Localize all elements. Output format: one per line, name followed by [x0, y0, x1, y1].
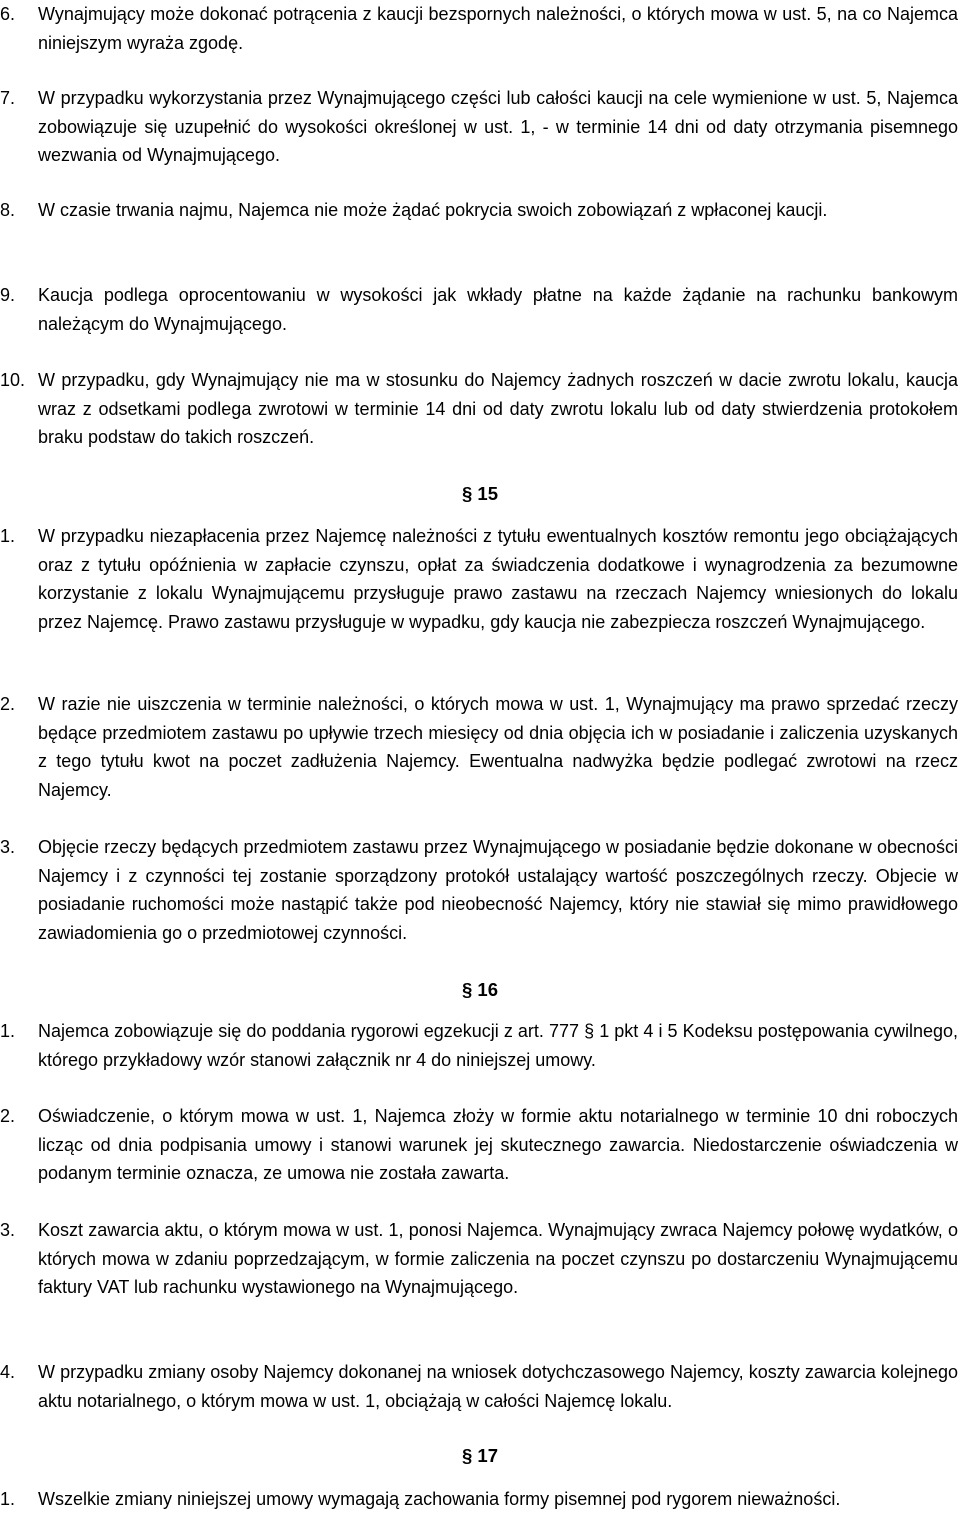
clause-text: Objęcie rzeczy będących przedmiotem zastawu przez Wynajmującego w posiadanie będzie dokonane w obecności Najemcy i z czynności tej zostanie sporządzony protokół ustalający wartość poszczególnych rzeczy. Objecie w posiadanie ruchomości może nastąpić także pod nieobecność Najemcy, który nie stawiał się mimo prawidłowego zawiadomienia go o przedmiotowej czynności.	[38, 837, 958, 943]
section-16-clause-4	[0, 1358, 958, 1415]
clause-number: 3.	[0, 1220, 16, 1240]
section-17-clause-1	[0, 1485, 958, 1514]
clause-9	[0, 281, 958, 338]
clause-text: W przypadku, gdy Wynajmujący nie ma w stosunku do Najemcy żadnych roszczeń w dacie zwrotu lokalu, kaucja wraz z odsetkami podlega zwrotowi w terminie 14 dni od daty zwrotu lokalu lub od daty stwierdzenia protokołem braku podstaw do takich roszczeń.	[38, 370, 958, 448]
clause-text: Wszelkie zmiany niniejszej umowy wymagają zachowania formy pisemnej pod rygorem nieważności.	[38, 1489, 841, 1509]
clause-number: 10.	[0, 370, 26, 390]
clause-text: Kaucja podlega oprocentowaniu w wysokości jak wkłady płatne na każde żądanie na rachunku bankowym należącym do Wynajmującego.	[38, 285, 958, 334]
section-15-clause-1	[0, 522, 958, 636]
clause-text: Oświadczenie, o którym mowa w ust. 1, Najemca złoży w formie aktu notarialnego w terminie 10 dni roboczych licząc od dnia podpisania umowy i stanowi warunek jej skutecznego zawarcia. Niedostarczenie oświadczenia w podanym terminie oznacza, ze umowa nie została zawarta.	[38, 1106, 958, 1184]
clause-text: Najemca zobowiązuje się do poddania rygorowi egzekucji z art. 777 § 1 pkt 4 i 5 Kodeksu postępowania cywilnego, którego przykładowy wzór stanowi załącznik nr 4 do niniejszej umowy.	[38, 1021, 958, 1070]
clause-6	[0, 0, 958, 57]
clause-text: W przypadku wykorzystania przez Wynajmującego części lub całości kaucji na cele wymienione w ust. 5, Najemca zobowiązuje się uzupełnić do wysokości określonej w ust. 1, - w terminie 14 dni od daty otrzymania pisemnego wezwania od Wynajmującego.	[38, 88, 958, 166]
clause-text: W czasie trwania najmu, Najemca nie może żądać pokrycia swoich zobowiązań z wpłaconej kaucji.	[38, 200, 828, 220]
clause-number: 1.	[0, 1489, 16, 1509]
clause-number: 1.	[0, 526, 16, 546]
clause-number: 7.	[0, 88, 16, 108]
section-heading-16	[0, 976, 960, 1004]
clause-8	[0, 196, 958, 225]
clause-10	[0, 366, 958, 452]
section-16-clause-2	[0, 1102, 958, 1188]
clause-text: W razie nie uiszczenia w terminie należności, o których mowa w ust. 1, Wynajmujący ma prawo sprzedać rzeczy będące przedmiotem zastawu po upływie trzech miesięcy od dnia objęcia ich w posiadanie i zaliczenia uzyskanych z tego tytułu kwot na poczet zadłużenia Najemcy. Ewentualna nadwyżka będzie podlegać zwrotowi na rzecz Najemcy.	[38, 694, 958, 800]
section-15-clause-3	[0, 833, 958, 947]
section-number: 17	[477, 1445, 498, 1466]
clause-number: 8.	[0, 200, 16, 220]
section-15-clause-2	[0, 690, 958, 804]
clause-text: Koszt zawarcia aktu, o którym mowa w ust. 1, ponosi Najemca. Wynajmujący zwraca Najemcy połowę wydatków, o których mowa w zdaniu poprzedzającym, w formie zaliczenia na poczet czynszu po dostarczeniu Wynajmującemu faktury VAT lub rachunku wystawionego na Wynajmującego.	[38, 1220, 958, 1298]
clause-text: W przypadku niezapłacenia przez Najemcę należności z tytułu ewentualnych kosztów remontu jego obciążających oraz z tytułu opóźnienia w zapłacie czynszu, opłat za świadczenia dodatkowe i wynagrodzenia za bezumowne korzystanie z lokalu Wynajmującemu przysługuje prawo zastawu na rzeczach Najemcy wniesionych do lokalu przez Najemcę. Prawo zastawu przysługuje w wypadku, gdy kaucja nie zabezpiecza roszczeń Wynajmującego.	[38, 526, 958, 632]
clause-7	[0, 84, 958, 170]
clause-number: 9.	[0, 285, 16, 305]
clause-number: 2.	[0, 1106, 16, 1126]
section-number: 16	[477, 979, 498, 1000]
clause-number: 1.	[0, 1021, 16, 1041]
paragraph-symbol: §	[461, 979, 473, 1000]
section-16-clause-3	[0, 1216, 958, 1302]
clause-number: 4.	[0, 1362, 16, 1382]
clause-text: Wynajmujący może dokonać potrącenia z kaucji bezspornych należności, o których mowa w ust. 5, na co Najemca niniejszym wyraża zgodę.	[38, 4, 958, 53]
section-heading-15	[0, 480, 960, 508]
clause-number: 2.	[0, 694, 16, 714]
section-heading-17	[0, 1442, 960, 1470]
section-number: 15	[477, 483, 498, 504]
section-16-clause-1	[0, 1017, 958, 1074]
paragraph-symbol: §	[461, 1445, 473, 1466]
clause-text: W przypadku zmiany osoby Najemcy dokonanej na wniosek dotychczasowego Najemcy, koszty zawarcia kolejnego aktu notarialnego, o którym mowa w ust. 1, obciążają w całości Najemcę lokalu.	[38, 1362, 958, 1411]
clause-number: 6.	[0, 4, 16, 24]
clause-number: 3.	[0, 837, 16, 857]
paragraph-symbol: §	[461, 483, 473, 504]
